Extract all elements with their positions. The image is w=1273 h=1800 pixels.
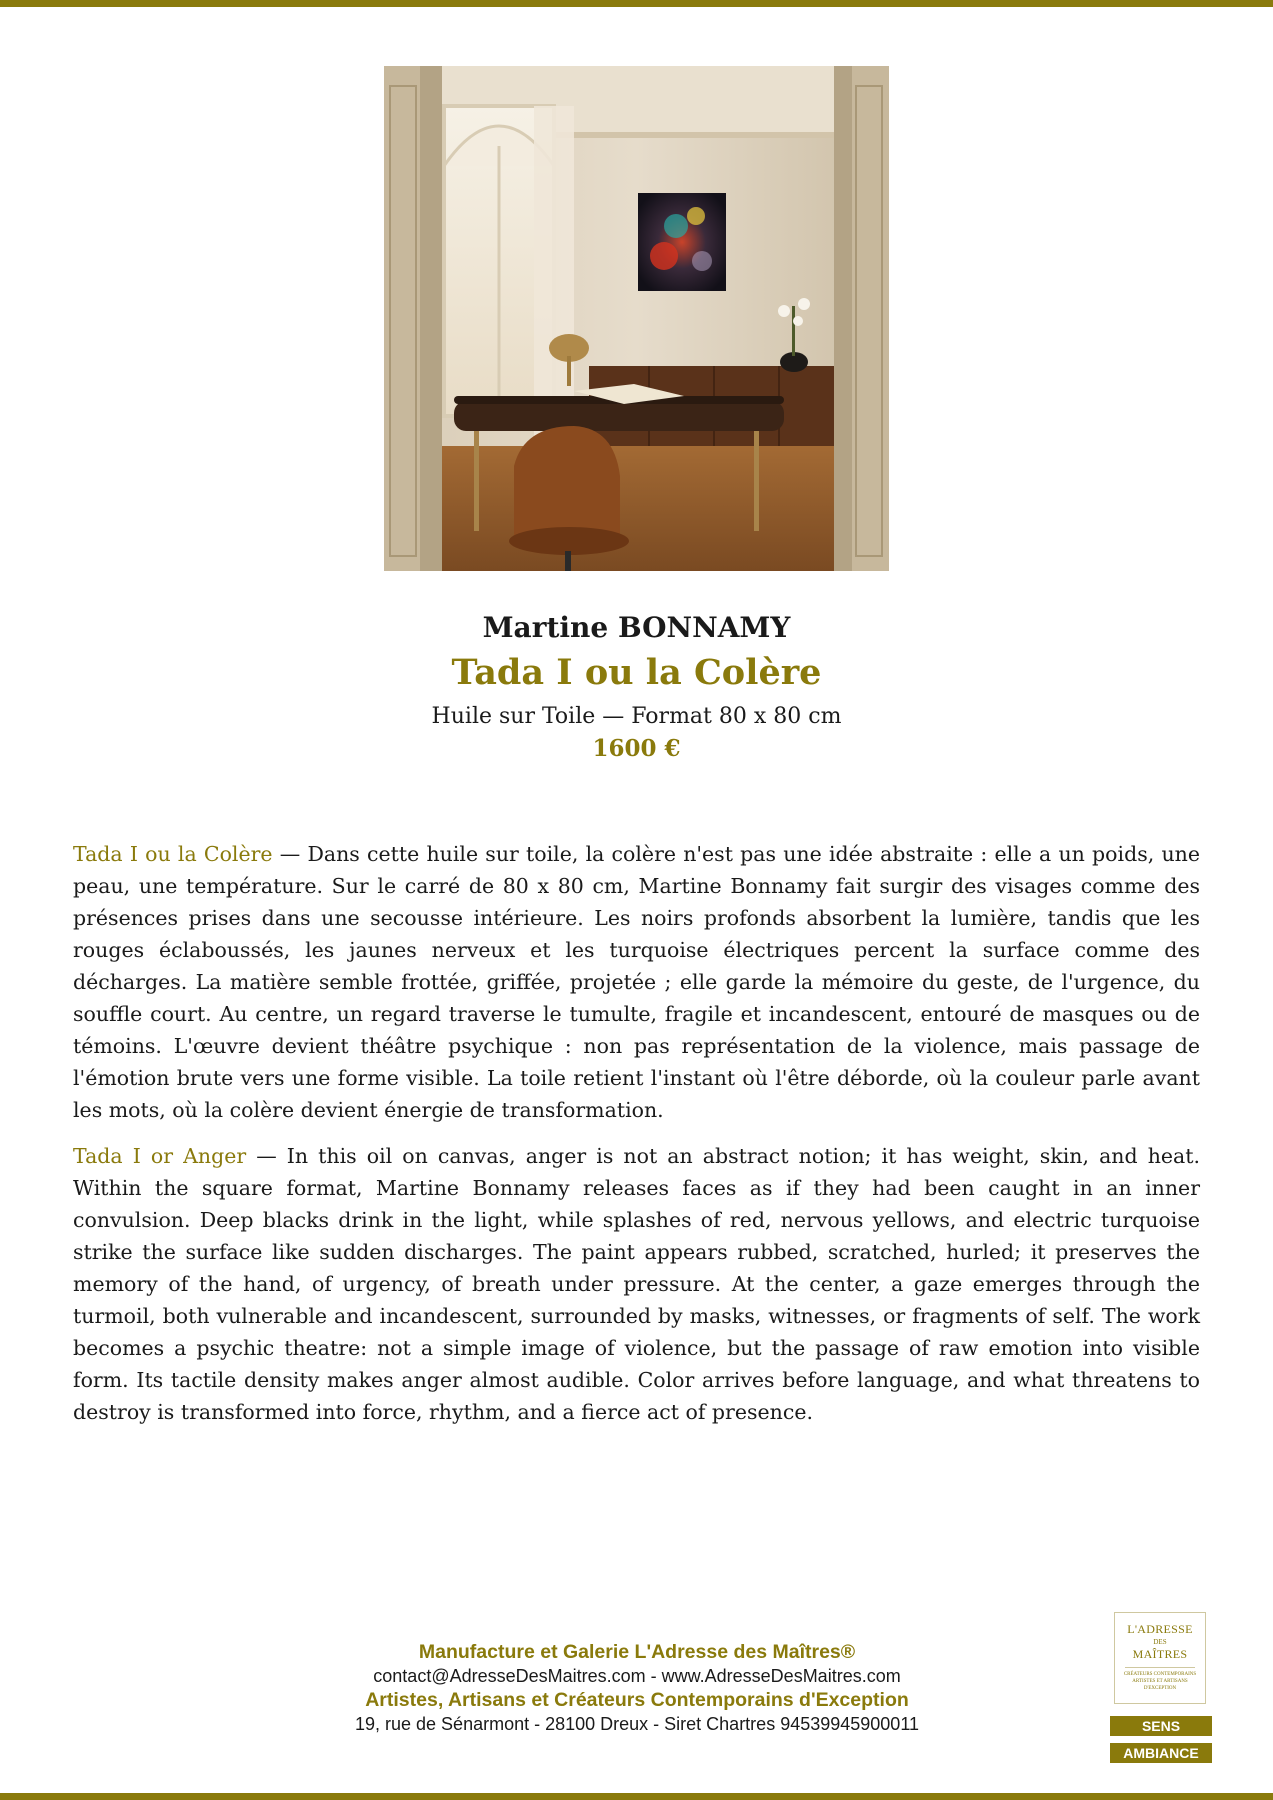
description-english-lead: Tada I or Anger <box>73 1144 247 1168</box>
bottom-accent-bar <box>0 1793 1273 1800</box>
artwork-price: 1600 € <box>592 735 681 762</box>
description-french-body: — Dans cette huile sur toile, la colère n'est pas une idée abstraite : elle a un poids, une peau, une température. Sur le carré de 80 x 80 cm, Martine Bonnamy fait surgir des visages comme des présences prises dans une secousse intérieure. Les noirs profonds absorbent la lumière, tandis que les rouges éclaboussés, les jaunes nerveux et les turquoise électriques percent la surface comme des décharges. La matière semble frottée, griffée, projetée ; elle garde la mémoire du geste, de l'urgence, du souffle court. Au centre, un regard traverse le tumulte, fragile et incandescent, entouré de masques ou de témoins. L'œuvre devient théâtre psychique : non pas représentation de la violence, mais passage de l'émotion brute vers une forme visible. La toile retient l'instant où l'être déborde, où la couleur parle avant les mots, où la colère devient énergie de transformation. <box>73 842 1200 1122</box>
artwork-title: Tada I ou la Colère <box>451 652 822 693</box>
room-scene-illustration <box>384 66 889 571</box>
description-french <box>73 838 1200 1126</box>
footer-contact: contact@AdresseDesMaitres.com - www.AdresseDesMaitres.com <box>373 1666 901 1686</box>
top-accent-bar <box>0 0 1273 7</box>
artwork-description <box>73 838 1200 1442</box>
footer-address: 19, rue de Sénarmont - 28100 Dreux - Siret Chartres 94539945900011 <box>354 1714 920 1734</box>
logo-line-4: CRÉATEURS CONTEMPORAINS ARTISTES ET ARTISANS D'EXCEPTION <box>1123 1672 1197 1691</box>
logo-line-3: MAÎTRES <box>1132 1647 1188 1661</box>
footer-company: Manufacture et Galerie L'Adresse des Maîtres® <box>418 1641 856 1663</box>
footer <box>237 1640 1037 1736</box>
logo-line-1: L'ADRESSE <box>1127 1622 1193 1636</box>
description-english <box>73 1140 1200 1428</box>
logo-divider <box>1125 1667 1195 1668</box>
gallery-logo <box>1114 1612 1206 1704</box>
footer-tagline: Artistes, Artisans et Créateurs Contemporains d'Exception <box>365 1689 909 1711</box>
artist-name: Martine BONNAMY <box>482 611 791 644</box>
description-french-lead: Tada I ou la Colère <box>73 842 273 866</box>
logo-line-2: DES <box>1153 1638 1167 1646</box>
description-english-body: — In this oil on canvas, anger is not an abstract notion; it has weight, skin, and heat. Within the square format, Martine Bonnamy releases faces as if they had been caught in an inner convulsion. Deep blacks drink in the light, while splashes of red, nervous yellows, and electric turquoise strike the surface like sudden discharges. The paint appears rubbed, scratched, hurled; it preserves the memory of the hand, of urgency, of breath under pressure. At the center, a gaze emerges through the turmoil, both vulnerable and incandescent, surrounded by masks, witnesses, or fragments of self. The work becomes a psychic theatre: not a simple image of violence, but the passage of raw emotion into visible form. Its tactile density makes anger almost audible. Color arrives before language, and what threatens to destroy is transformed into force, rhythm, and a fierce act of presence. <box>73 1144 1201 1424</box>
hero-image <box>384 66 889 571</box>
artwork-medium: Huile sur Toile — Format 80 x 80 cm <box>431 704 842 729</box>
artwork-header <box>0 610 1273 764</box>
sens-badge: SENS <box>1110 1716 1212 1736</box>
ambiance-badge: AMBIANCE <box>1110 1743 1212 1763</box>
